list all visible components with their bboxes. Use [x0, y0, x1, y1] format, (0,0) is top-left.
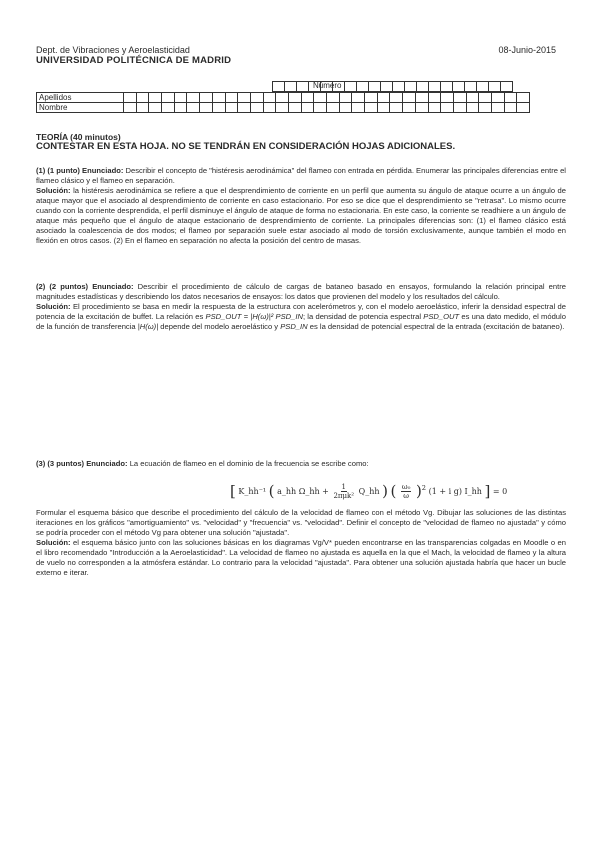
nombre-cell[interactable] [288, 103, 301, 113]
instruction-text: CONTESTAR EN ESTA HOJA. NO SE TENDRÁN EN CONSIDERACIÓN HOJAS ADICIONALES. [36, 141, 456, 152]
flutter-equation: [ K_hh⁻¹ ( a_hh Ω_hh + $\frac{1}{\text{2πμk²}}$ Q_hh ) ( $\frac{\text{ω₀}}{\omega}$ )$^2$ (1 + i g) I_hh ] = 0 [230, 482, 508, 500]
eq-rhs: = 0 [492, 487, 508, 496]
nombre-cell[interactable] [225, 103, 238, 113]
q2-solucion-b: ; la densidad de potencia espectral [302, 312, 422, 321]
q2-solucion-c: es una dato medido, el módulo de la función de transferencia [36, 312, 566, 331]
q2-solucion-label: Solución: [36, 302, 71, 311]
question-3-intro [36, 459, 566, 469]
numero-cell [273, 82, 285, 92]
q2-h-omega: |H(ω)| [137, 322, 159, 331]
apellidos-cell[interactable] [200, 93, 213, 103]
name-grid [36, 92, 530, 113]
nombre-row [37, 103, 530, 113]
numero-cell [309, 82, 321, 92]
q3-solucion-label: Solución: [36, 538, 71, 547]
apellidos-cell[interactable] [136, 93, 149, 103]
apellidos-cell[interactable] [276, 93, 289, 103]
eq-ratio-close: ) [415, 482, 422, 500]
nombre-cell[interactable] [136, 103, 149, 113]
numero-label: Número [313, 81, 342, 90]
eq-frac-den: 2πμk² [333, 492, 355, 500]
apellidos-cell[interactable] [212, 93, 225, 103]
q1-enunciado: Describir el concepto de "histéresis aerodinámica" del flameo con entrada en pérdida. Enumerar las principales diferencias entre el flameo clásico y el flameo en separación. [36, 166, 566, 185]
eq-k-term: K_hh⁻¹ [238, 487, 267, 496]
nombre-cell[interactable] [263, 103, 276, 113]
numero-cell [297, 82, 309, 92]
nombre-cell[interactable] [390, 103, 403, 113]
apellidos-cell[interactable] [187, 93, 200, 103]
q2-points: (2) (2 puntos) [36, 282, 89, 291]
apellidos-cell[interactable] [377, 93, 390, 103]
numero-cell [501, 82, 513, 92]
eq-paren-open: ( [268, 482, 275, 500]
numero-cell [429, 82, 441, 92]
numero-cell [441, 82, 453, 92]
q3-points: (3) (3 puntos) [36, 459, 85, 468]
nombre-cell[interactable] [466, 103, 479, 113]
apellidos-cell[interactable] [263, 93, 276, 103]
nombre-cell[interactable] [276, 103, 289, 113]
numero-cell [381, 82, 393, 92]
numero-cell [453, 82, 465, 92]
eq-q-term: Q_hh [358, 487, 380, 496]
q2-solucion-d: depende del modelo aeroelástico y [160, 322, 279, 331]
eq-ratio-num: ω₀ [401, 483, 411, 491]
numero-cell [285, 82, 297, 92]
eq-paren-close: ) [382, 482, 388, 500]
numero-grid [272, 81, 513, 92]
nombre-cell[interactable] [377, 103, 390, 113]
nombre-cell[interactable] [212, 103, 225, 113]
q1-solucion: la histéresis aerodinámica se refiere a que el desprendimiento de corriente en un perfil que aumenta su ángulo de ataque ocurre a un ángulo de ataque mayor que el asociado al desprendimiento de corriente en caso estacionario. Por eso se dice que el desprendimiento se "retrasa". Lo mismo ocurre cuando con la corriente desprendida, el perfil disminuye el ángulo de ataque de forma no estacionaria. En este caso, la corriente se readhiere a un ángulo de ataque más pequeño que el ángulo de ataque estacionario de desprendimiento de corriente. La principales diferencias son: (1) el flameo clásico está asociado la coalescencia de dos modos; el flameo por separación suele estar asociado al modo de torsión exclusivamente, aunque también el modo en flexión en otros casos. (2) En el flameo en separación no afecta la posición del centro de masas. [36, 186, 566, 245]
nombre-cell[interactable] [491, 103, 504, 113]
section-title: TEORÍA (40 minutos) [36, 132, 121, 142]
q3-solucion: el esquema básico junto con las soluciones básicas en los diagramas Vg/V* pueden encontrarse en las transparencias colgadas en Moodle o en el libro recomendado "Introducción a la Aeroelasticidad". La velocidad de flameo no ajustada es aquella en la que el Mach, la velocidad de flameo y la altura de vuelo no corresponden a la atmósfera estándar. Lo contrario para la velocidad "ajustada". Para obtener una solución ajustada habría que hacer un bucle externo e iterar. [36, 538, 566, 577]
nombre-cell[interactable] [187, 103, 200, 113]
q1-solucion-label: Solución: [36, 186, 71, 195]
nombre-cell[interactable] [339, 103, 352, 113]
apellidos-cell[interactable] [453, 93, 466, 103]
apellidos-cell[interactable] [415, 93, 428, 103]
q2-psd-out: PSD_OUT [423, 312, 460, 321]
nombre-cell[interactable] [479, 103, 492, 113]
eq-a-term: a_hh Ω_hh + [277, 487, 329, 496]
nombre-cell[interactable] [301, 103, 314, 113]
q3-enunciado-label: Enunciado: [86, 459, 128, 468]
question-2 [36, 282, 566, 332]
apellidos-cell[interactable] [301, 93, 314, 103]
apellidos-cell[interactable] [162, 93, 175, 103]
apellidos-cell[interactable] [288, 93, 301, 103]
apellidos-cell[interactable] [225, 93, 238, 103]
q3-enunciado-a: La ecuación de flameo en el dominio de la frecuencia se escribe como: [129, 459, 369, 468]
apellidos-cell[interactable] [466, 93, 479, 103]
q1-points: (1) (1 punto) [36, 166, 80, 175]
apellidos-cell[interactable] [314, 93, 327, 103]
nombre-cell[interactable] [238, 103, 251, 113]
nombre-cell[interactable] [124, 103, 137, 113]
nombre-cell[interactable] [453, 103, 466, 113]
nombre-cell[interactable] [365, 103, 378, 113]
apellidos-cell[interactable] [327, 93, 340, 103]
apellidos-cell[interactable] [441, 93, 454, 103]
apellidos-cell[interactable] [428, 93, 441, 103]
eq-ratio-open: ( [390, 482, 397, 500]
nombre-cell[interactable] [327, 103, 340, 113]
apellidos-cell[interactable] [339, 93, 352, 103]
numero-cell [321, 82, 333, 92]
numero-cell [477, 82, 489, 92]
numero-cell [465, 82, 477, 92]
nombre-label: Nombre [37, 103, 124, 113]
nombre-cell[interactable] [415, 103, 428, 113]
apellidos-cell[interactable] [491, 93, 504, 103]
q2-psd-in: PSD_IN [280, 322, 308, 331]
eq-fraction [333, 483, 354, 500]
apellidos-cell[interactable] [250, 93, 263, 103]
nombre-cell[interactable] [504, 103, 517, 113]
apellidos-cell[interactable] [365, 93, 378, 103]
nombre-cell[interactable] [200, 103, 213, 113]
eq-bracket-open: [ [230, 482, 236, 500]
q2-solucion-a: El procedimiento se basa en medir la respuesta de la estructura con acelerómetros y, con el modelo aeroelástico, inferir la densidad espectral de potencia de la excitación de buffet. La relación es [36, 302, 566, 321]
question-1 [36, 166, 566, 246]
q2-enunciado-label: Enunciado: [92, 282, 134, 291]
numero-cell [345, 82, 357, 92]
eq-frac-num: 1 [341, 483, 346, 491]
q2-formula: PSD_OUT = |H(ω)|² PSD_IN [205, 312, 303, 321]
apellidos-cell[interactable] [479, 93, 492, 103]
nombre-cell[interactable] [403, 103, 416, 113]
numero-cell [417, 82, 429, 92]
department-name: Dept. de Vibraciones y Aeroelasticidad [36, 45, 190, 55]
nombre-cell[interactable] [428, 103, 441, 113]
nombre-cell[interactable] [352, 103, 365, 113]
apellidos-cell[interactable] [124, 93, 137, 103]
numero-cell [369, 82, 381, 92]
apellidos-cell[interactable] [238, 93, 251, 103]
numero-cell [333, 82, 345, 92]
apellidos-cell[interactable] [352, 93, 365, 103]
numero-cell [393, 82, 405, 92]
university-name: UNIVERSIDAD POLITÉCNICA DE MADRID [36, 55, 232, 66]
nombre-cell[interactable] [441, 103, 454, 113]
apellidos-row [37, 93, 530, 103]
q1-enunciado-label: Enunciado: [82, 166, 124, 175]
apellidos-cell[interactable] [517, 93, 530, 103]
nombre-cell[interactable] [250, 103, 263, 113]
numero-cell [405, 82, 417, 92]
apellidos-label: Apellidos [37, 93, 124, 103]
eq-bracket-close: ] [484, 482, 491, 500]
question-3-body [36, 508, 566, 578]
eq-ratio [401, 483, 412, 500]
nombre-cell[interactable] [149, 103, 162, 113]
apellidos-cell[interactable] [390, 93, 403, 103]
apellidos-cell[interactable] [174, 93, 187, 103]
exam-date: 08-Junio-2015 [498, 45, 556, 55]
q3-enunciado-b: Formular el esquema básico que describe el procedimiento del cálculo de la velocidad de flameo con el método Vg. Dibujar las soluciones de las distintas iteraciones en los gráficos "amortiguamiento" vs. "velocidad" y "frecuencia" vs. "velocidad". Definir el concepto de "velocidad de flameo no ajustada" y cómo se podría proceder con el método Vg para obtener una solución "ajustada". [36, 508, 566, 537]
nombre-cell[interactable] [314, 103, 327, 113]
nombre-cell[interactable] [162, 103, 175, 113]
apellidos-cell[interactable] [149, 93, 162, 103]
apellidos-cell[interactable] [504, 93, 517, 103]
apellidos-cell[interactable] [403, 93, 416, 103]
q2-solucion-e: es la densidad de potencial espectral de la entrada (excitación de bataneo). [309, 322, 565, 331]
eq-tail: (1 + i g) I_hh [428, 487, 482, 496]
nombre-cell[interactable] [174, 103, 187, 113]
eq-ratio-den: ω [403, 492, 409, 500]
nombre-cell[interactable] [517, 103, 530, 113]
q2-enunciado: Describir el procedimiento de cálculo de cargas de bataneo basado en ensayos, formulando la relación principal entre magnitudes estadísticas y describiendo los datos necesarios de ensayos: los datos que provienen del modelo y los resultados del cálculo. [36, 282, 566, 301]
numero-cell [357, 82, 369, 92]
numero-cell [489, 82, 501, 92]
